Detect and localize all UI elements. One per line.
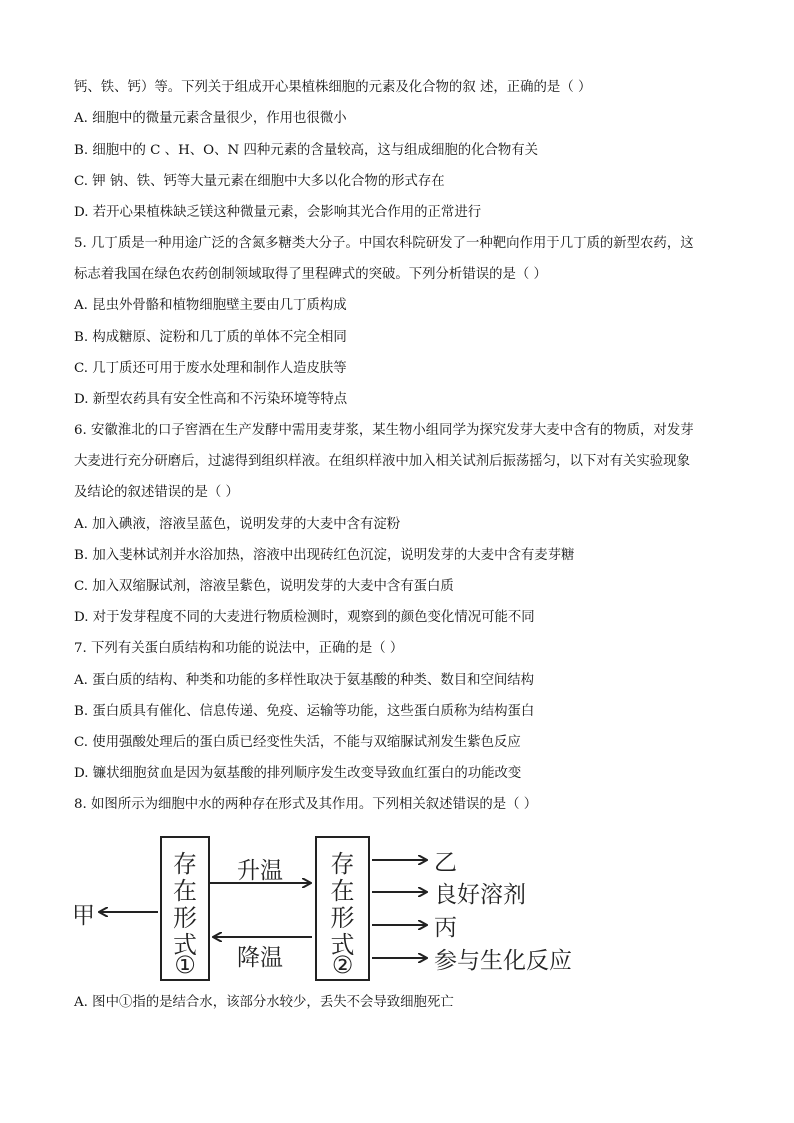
option-a: A. 昆虫外骨骼和植物细胞壁主要由几丁质构成 (74, 298, 347, 313)
question-8: 8. 如图所示为细胞中水的两种存在形式及其作用。下列相关叙述错误的是（ ） (74, 797, 538, 812)
yi-label: 乙 (434, 850, 457, 876)
option-a: A. 蛋白质的结构、种类和功能的多样性取决于氨基酸的种类、数目和空间结构 (74, 673, 535, 688)
option-a: A. 图中①指的是结合水，该部分水较少，丢失不会导致细胞死亡 (74, 995, 454, 1010)
option-d: D. 新型农药具有安全性高和不污染环境等特点 (74, 392, 348, 407)
question-5-cont: 标志着我国在绿色农药创制领域取得了里程碑式的突破。下列分析错误的是（ ） (74, 267, 547, 282)
option-d: D. 镰状细胞贫血是因为氨基酸的排列顺序发生改变导致血红蛋白的功能改变 (74, 766, 522, 781)
option-a: A. 细胞中的微量元素含量很少，作用也很微小 (74, 111, 347, 126)
option-b: B. 加入斐林试剂并水浴加热，溶液中出现砖红色沉淀，说明发芽的大麦中含有麦芽糖 (74, 548, 575, 563)
box1-char: 形 (173, 904, 197, 932)
solvent-label: 良好溶剂 (434, 882, 526, 908)
option-b: B. 蛋白质具有催化、信息传递、免疫、运输等功能，这些蛋白质称为结构蛋白 (74, 704, 535, 719)
option-a: A. 加入碘液，溶液呈蓝色，说明发芽的大麦中含有淀粉 (74, 517, 401, 532)
box2-char: 式 (330, 931, 355, 959)
option-c: C. 几丁质还可用于废水处理和制作人造皮肤等 (74, 361, 347, 376)
option-d: D. 若开心果植株缺乏镁这种微量元素，会影响其光合作用的正常进行 (74, 205, 482, 220)
water-form-diagram (70, 833, 590, 983)
box1-char: 在 (173, 877, 197, 905)
cool-label: 降温 (237, 945, 283, 971)
reaction-label: 参与生化反应 (434, 948, 572, 974)
form-1-box (160, 836, 210, 981)
form-2-box (315, 836, 370, 981)
option-b: B. 构成糖原、淀粉和几丁质的单体不完全相同 (74, 330, 347, 345)
option-c: C. 加入双缩脲试剂，溶液呈紫色，说明发芽的大麦中含有蛋白质 (74, 579, 454, 594)
box2-char: 形 (330, 904, 355, 932)
option-c: C. 使用强酸处理后的蛋白质已经变性失活，不能与双缩脲试剂发生紫色反应 (74, 735, 521, 750)
box2-char: 在 (330, 877, 355, 905)
jia-label: 甲 (72, 903, 95, 929)
box2-char: ② (331, 951, 354, 979)
option-text: 钙、铁、钙）等。下列关于组成开心果植株细胞的元素及化合物的叙 述，正确的是（ ） (74, 80, 592, 95)
question-6: 6. 安徽淮北的口子窖酒在生产发酵中需用麦芽浆，某生物小组同学为探究发芽大麦中含有的物质，对发芽 (74, 423, 694, 438)
question-6-cont: 大麦进行充分研磨后，过滤得到组织样液。在组织样液中加入相关试剂后振荡摇匀，以下对有关实验现象 (74, 454, 690, 469)
bing-label: 丙 (434, 915, 457, 941)
question-7: 7. 下列有关蛋白质结构和功能的说法中，正确的是（ ） (74, 641, 404, 656)
option-d: D. 对于发芽程度不同的大麦进行物质检测时，观察到的颜色变化情况可能不同 (74, 610, 535, 625)
box1-char: 存 (173, 850, 197, 878)
option-c: C. 钾 钠、铁、钙等大量元素在细胞中大多以化合物的形式存在 (74, 174, 445, 189)
box2-char: 存 (330, 850, 355, 878)
box1-char: ① (174, 951, 196, 979)
heat-label: 升温 (237, 858, 283, 884)
option-b: B. 细胞中的 C 、H、O、N 四种元素的含量较高，这与组成细胞的化合物有关 (74, 143, 539, 158)
question-5: 5. 几丁质是一种用途广泛的含氮多糖类大分子。中国农科院研发了一种靶向作用于几丁质的新型农药，这 (74, 236, 694, 251)
box1-char: 式 (173, 931, 197, 959)
question-6-cont: 及结论的叙述错误的是（ ） (74, 485, 239, 500)
